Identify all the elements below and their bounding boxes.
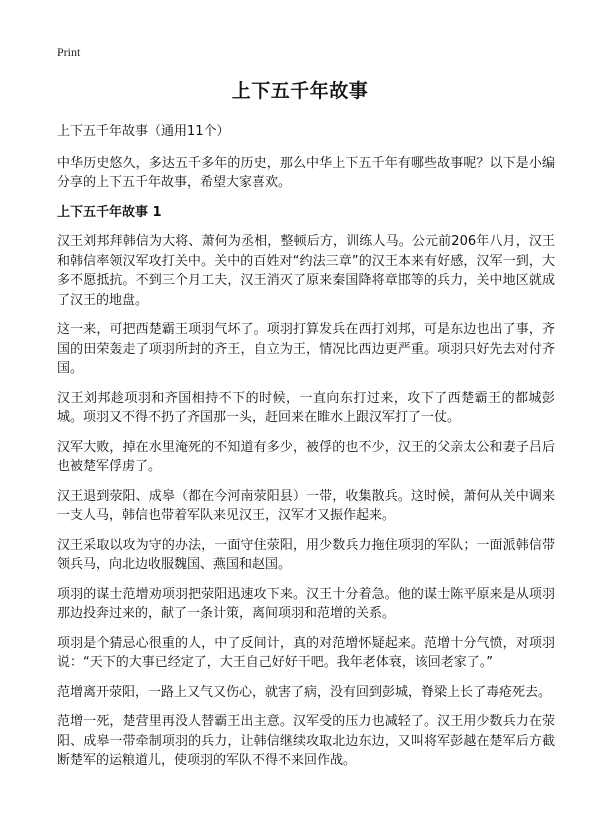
paragraph: 项羽是个猜忌心很重的人，中了反间计，真的对范增怀疑起来。范增十分气愤，对项羽说：“天下的大事已经定了，大王自己好好干吧。我年老体衰，该回老家了。” <box>57 635 555 670</box>
page-title: 上下五千年故事 <box>231 80 369 102</box>
print-link[interactable]: Print <box>57 45 81 59</box>
paragraph: 汉王退到荥阳、成皋（都在今河南荥阳县）一带，收集散兵。这时候，萧何从关中调来一支人马，韩信也带着军队来见汉王，汉军才又振作起来。 <box>57 488 555 523</box>
intro-paragraph: 中华历史悠久，多达五千多年的历史，那么中华上下五千年有哪些故事呢？以下是小编分享的上下五千年故事，希望大家喜欢。 <box>57 155 555 190</box>
paragraph: 汉军大败，掉在水里淹死的不知道有多少，被俘的也不少，汉王的父亲太公和妻子吕后也被楚军俘虏了。 <box>57 439 555 474</box>
paragraph: 这一来，可把西楚霸王项羽气坏了。项羽打算发兵在西打刘邦，可是东边也出了事，齐国的田荣轰走了项羽所封的齐王，自立为王，情况比西边更严重。项羽只好先去对付齐国。 <box>57 322 555 376</box>
paragraph: 汉王刘邦趁项羽和齐国相持不下的时候，一直向东打过来，攻下了西楚霸王的都城彭城。项羽又不得不扔了齐国那一头，赶回来在睢水上跟汉军打了一仗。 <box>57 390 555 425</box>
paragraph: 范增一死，楚营里再没人替霸王出主意。汉军受的压力也减轻了。汉王用少数兵力在荥阳、成皋一带牵制项羽的兵力，让韩信继续攻取北边东边，又叫将军彭越在楚军后方截断楚军的运粮道儿，使项羽的军队不得不来回作战。 <box>57 714 555 768</box>
article-subtitle: 上下五千年故事（通用11个） <box>57 124 230 139</box>
paragraph: 范增离开荥阳，一路上又气又伤心，就害了病，没有回到彭城，脊梁上长了毒疮死去。 <box>57 684 552 700</box>
article-body <box>57 122 555 781</box>
section-heading: 上下五千年故事 1 <box>57 204 162 220</box>
paragraph: 汉王采取以攻为守的办法，一面守住荥阳，用少数兵力拖住项羽的军队；一面派韩信带领兵马，向北边收服魏国、燕国和赵国。 <box>57 537 555 572</box>
paragraph: 项羽的谋士范增劝项羽把荥阳迅速攻下来。汉王十分着急。他的谋士陈平原来是从项羽那边投奔过来的，献了一条计策，离间项羽和范增的关系。 <box>57 586 555 621</box>
paragraph: 汉王刘邦拜韩信为大将、萧何为丞相，整顿后方，训练人马。公元前206年八月，汉王和韩信率领汉军攻打关中。关中的百姓对“约法三章”的汉王本来有好感，汉军一到，大多不愿抵抗。不到三个月工夫，汉王消灭了原来秦国降将章邯等的兵力，关中地区就成了汉王的地盘。 <box>57 234 555 308</box>
